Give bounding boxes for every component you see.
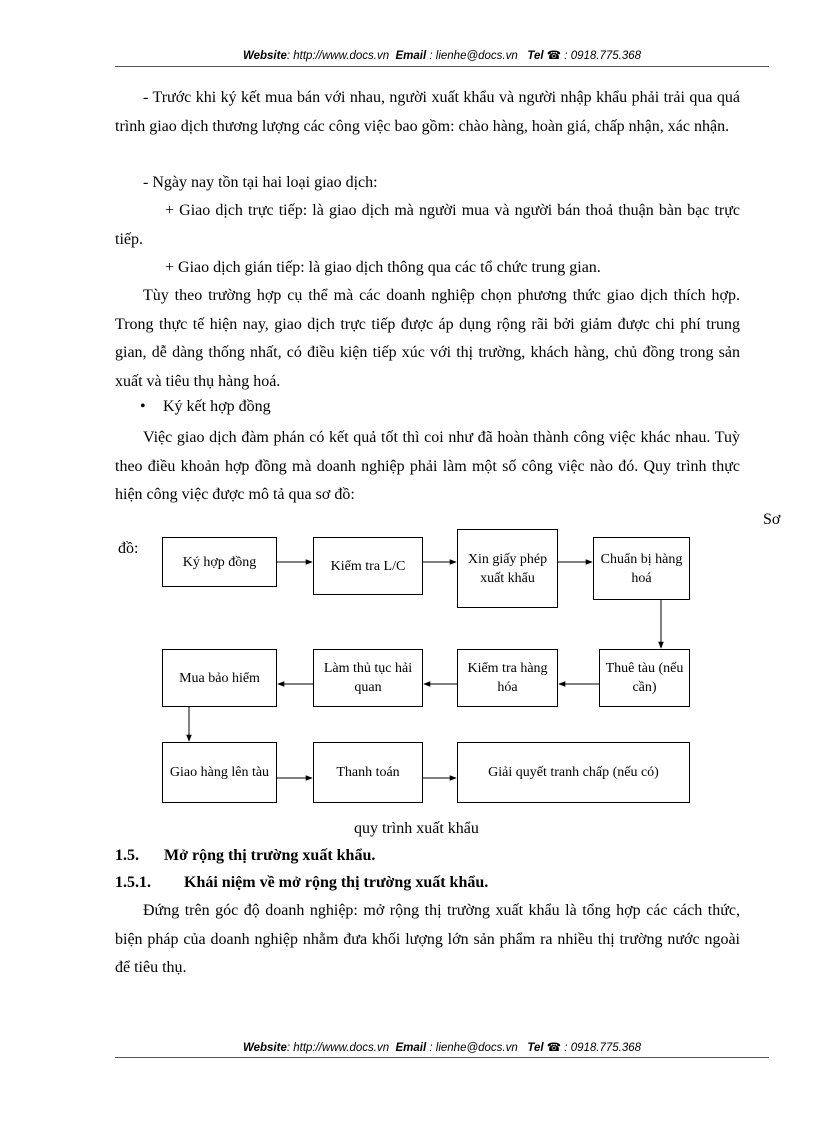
box-check-lc: Kiểm tra L/C	[313, 537, 423, 595]
bullet-contract-signing: Ký kết hợp đồng	[163, 398, 271, 415]
heading-1-5-title: Mở rộng thị trường xuất khẩu.	[164, 847, 376, 864]
footer-email-value: : lienhe@docs.vn	[426, 1042, 518, 1054]
email-value: : lienhe@docs.vn	[426, 50, 518, 62]
box-inspect-goods: Kiểm tra hàng hóa	[457, 649, 558, 707]
paragraph-transaction-intro: - Trước khi ký kết mua bán với nhau, người xuất khẩu và người nhập khẩu phải trải qua quá trình giao dịch thương lượng các công việc bao gồm: chào hàng, hoàn giá, chấp nhận, xác nhận.	[115, 89, 740, 135]
footer-tel-label: Tel	[527, 1042, 544, 1054]
paragraph-market-expansion-definition: Đứng trên góc độ doanh nghiệp: mở rộng thị trường xuất khẩu là tổng hợp các cách thức, biện pháp của doanh nghiệp nhằm đưa khối lượng lớn sản phẩm ra nhiều thị trường nước ngoài để tiêu thụ.	[115, 902, 740, 976]
paragraph-transaction-types: - Ngày nay tồn tại hai loại giao dịch:	[143, 174, 378, 191]
page-footer	[115, 1040, 769, 1054]
box-sign-contract: Ký hợp đồng	[162, 537, 277, 587]
bullet-marker: •	[140, 398, 146, 415]
box-prepare-goods: Chuẩn bị hàng hoá	[593, 537, 690, 600]
paragraph-direct-transaction: + Giao dịch trực tiếp: là giao dịch mà người mua và người bán thoả thuận bàn bạc trực tiếp.	[115, 202, 740, 248]
tel-value: : 0918.775.368	[561, 50, 642, 62]
diagram-caption: quy trình xuất khẩu	[354, 820, 479, 837]
phone-icon: ☎	[546, 50, 562, 62]
box-export-license: Xin giấy phép xuất khẩu	[457, 529, 558, 608]
paragraph-negotiation: Việc giao dịch đàm phán có kết quả tốt thì coi như đã hoàn thành công việc khác nhau. Tuỳ theo điều khoản hợp đồng mà doanh nghiệp phải làm một số công việc nào đó. Quy trình thực hiện công việc được mô tả qua sơ đồ:	[115, 429, 740, 503]
box-charter-ship: Thuê tàu (nếu cần)	[599, 649, 690, 707]
diagram-label-do: đồ:	[118, 540, 139, 557]
diagram-label-so: Sơ	[763, 511, 781, 528]
footer-phone-icon: ☎	[546, 1042, 562, 1054]
heading-1-5-1-number: 1.5.1.	[115, 874, 151, 891]
footer-rule	[115, 1057, 769, 1058]
box-payment: Thanh toán	[313, 742, 423, 803]
box-dispute-resolution: Giải quyết tranh chấp (nếu có)	[457, 742, 690, 803]
website-label: Website	[242, 50, 287, 62]
heading-1-5-number: 1.5.	[115, 847, 139, 864]
footer-email-label: Email	[395, 1042, 427, 1054]
footer-tel-value: : 0918.775.368	[561, 1042, 642, 1054]
email-label: Email	[395, 50, 427, 62]
paragraph-indirect-transaction: + Giao dịch gián tiếp: là giao dịch thông qua các tổ chức trung gian.	[165, 259, 601, 276]
paragraph-choose-method: Tùy theo trường hợp cụ thể mà các doanh nghiệp chọn phương thức giao dịch thích hợp. Trong thực tế hiện nay, giao dịch trực tiếp được áp dụng rộng rãi bởi giảm được chi phí trung gian, dễ dàng thống nhất, có điều kiện tiếp xúc với thị trường, khách hàng, chủ đồng trong sản xuất và tiêu thụ hàng hoá.	[115, 287, 740, 390]
footer-website-label: Website	[242, 1042, 287, 1054]
box-buy-insurance: Mua bảo hiểm	[162, 649, 277, 707]
box-customs: Làm thủ tục hải quan	[313, 649, 423, 707]
website-value: : http://www.docs.vn	[286, 50, 390, 62]
footer-website-value: : http://www.docs.vn	[286, 1042, 390, 1054]
tel-label: Tel	[527, 50, 544, 62]
heading-1-5-1-title: Khái niệm về mở rộng thị trường xuất khẩu.	[184, 874, 489, 891]
box-deliver-ship: Giao hàng lên tàu	[162, 742, 277, 803]
